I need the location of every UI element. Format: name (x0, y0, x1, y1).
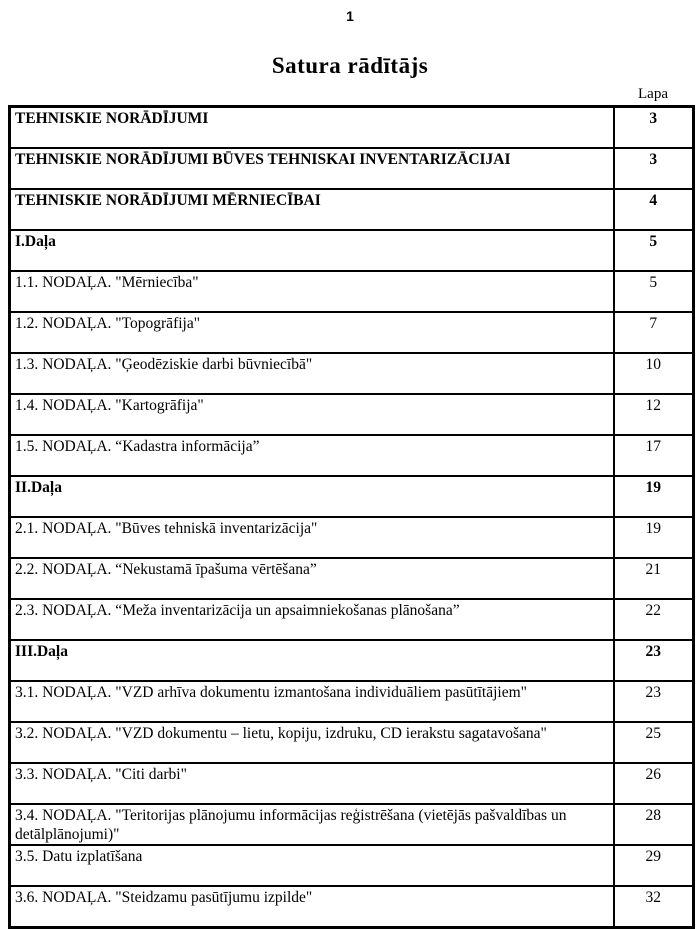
toc-row (10, 107, 694, 149)
toc-row (10, 230, 694, 271)
toc-entry-page: 23 (614, 640, 694, 681)
toc-row (10, 476, 694, 517)
toc-entry-page: 25 (614, 722, 694, 763)
toc-entry-title: 2.2. NODAĻA. “Nekustamā īpašuma vērtēšana” (10, 558, 614, 599)
toc-entry-page: 3 (614, 107, 694, 149)
toc-entry-page: 5 (614, 271, 694, 312)
toc-entry-page: 5 (614, 230, 694, 271)
toc-entry-page: 22 (614, 599, 694, 640)
toc-entry-title: 3.6. NODAĻA. "Steidzamu pasūtījumu izpilde" (10, 886, 614, 928)
toc-row (10, 722, 694, 763)
toc-entry-page: 21 (614, 558, 694, 599)
toc-entry-title: TEHNISKIE NORĀDĪJUMI BŪVES TEHNISKAI INVENTARIZĀCIJAI (10, 148, 614, 189)
toc-entry-title: I.Daļa (10, 230, 614, 271)
toc-entry-title: 1.2. NODAĻA. "Topogrāfija" (10, 312, 614, 353)
toc-row (10, 599, 694, 640)
toc-entry-title: 1.4. NODAĻA. "Kartogrāfija" (10, 394, 614, 435)
toc-entry-title: 1.5. NODAĻA. “Kadastra informācija” (10, 435, 614, 476)
toc-entry-title: 2.1. NODAĻA. "Būves tehniskā inventarizācija" (10, 517, 614, 558)
toc-entry-title: TEHNISKIE NORĀDĪJUMI MĒRNIECĪBAI (10, 189, 614, 230)
toc-entry-page: 17 (614, 435, 694, 476)
toc-entry-title: 1.1. NODAĻA. "Mērniecība" (10, 271, 614, 312)
toc-entry-page: 3 (614, 148, 694, 189)
toc-row (10, 558, 694, 599)
toc-entry-page: 19 (614, 517, 694, 558)
toc-entry-page: 7 (614, 312, 694, 353)
toc-entry-title: 3.5. Datu izplatīšana (10, 845, 614, 886)
toc-entry-title: 3.3. NODAĻA. "Citi darbi" (10, 763, 614, 804)
page-title: Satura rādītājs (271, 53, 429, 78)
toc-row (10, 271, 694, 312)
toc-body (10, 107, 694, 928)
toc-entry-page: 23 (614, 681, 694, 722)
toc-entry-page: 10 (614, 353, 694, 394)
toc-row (10, 353, 694, 394)
toc-entry-title: III.Daļa (10, 640, 614, 681)
toc-row (10, 312, 694, 353)
toc-row (10, 435, 694, 476)
toc-entry-page: 26 (614, 763, 694, 804)
toc-entry-page: 12 (614, 394, 694, 435)
toc-entry-page: 28 (614, 804, 694, 845)
toc-entry-page: 19 (614, 476, 694, 517)
toc-entry-title: 2.3. NODAĻA. “Meža inventarizācija un apsaimniekošanas plānošana” (10, 599, 614, 640)
toc-entry-page: 29 (614, 845, 694, 886)
toc-entry-title: 3.4. NODAĻA. "Teritorijas plānojumu informācijas reģistrēšana (vietējās pašvaldības un detālplānojumi)" (10, 804, 614, 845)
toc-row (10, 763, 694, 804)
toc-row (10, 394, 694, 435)
toc-row (10, 804, 694, 845)
toc-row (10, 189, 694, 230)
page-column-header: Lapa (638, 86, 668, 102)
toc-entry-page: 4 (614, 189, 694, 230)
toc-entry-title: TEHNISKIE NORĀDĪJUMI (10, 107, 614, 149)
toc-row (10, 681, 694, 722)
toc-entry-title: 1.3. NODAĻA. "Ģeodēziskie darbi būvniecībā" (10, 353, 614, 394)
toc-row (10, 517, 694, 558)
page-number: 1 (346, 8, 354, 24)
toc-entry-title: II.Daļa (10, 476, 614, 517)
toc-entry-title: 3.2. NODAĻA. "VZD dokumentu – lietu, kopiju, izdruku, CD ierakstu sagatavošana" (10, 722, 614, 763)
toc-row (10, 886, 694, 928)
toc-row (10, 845, 694, 886)
toc-row (10, 640, 694, 681)
toc-row (10, 148, 694, 189)
toc-table (8, 105, 695, 929)
toc-entry-page: 32 (614, 886, 694, 928)
toc-entry-title: 3.1. NODAĻA. "VZD arhīva dokumentu izmantošana individuāliem pasūtītājiem" (10, 681, 614, 722)
